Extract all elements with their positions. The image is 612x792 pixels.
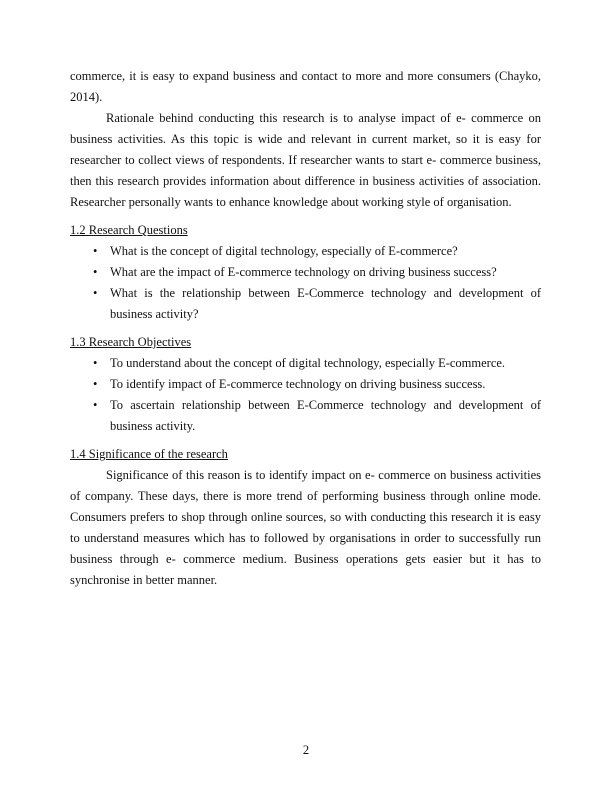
bullet-list (70, 353, 541, 437)
section-heading: 1.2 Research Questions (70, 223, 188, 237)
paragraph: commerce, it is easy to expand business and contact to more and more consumers (Chayko, 2014). (70, 69, 541, 104)
bullet-item: • What are the impact of E-commerce technology on driving business success? (93, 262, 541, 283)
paragraph: Significance of this reason is to identify impact on e- commerce on business activities of company. These days, there is more trend of performing business through online mode. Consumers prefers to shop through online sources, so with conducting this research it is easy to understand measures which has to followed by organisations in order to successfully run business through e- commerce medium. Business operations gets easier but it has to synchronise in better manner. (70, 468, 541, 587)
bullet-item: • What is the concept of digital technology, especially of E-commerce? (93, 241, 541, 262)
bullet-item: • To understand about the concept of digital technology, especially E-commerce. (93, 353, 541, 374)
section-heading: 1.3 Research Objectives (70, 335, 192, 349)
document-content (70, 66, 541, 591)
bullet-item: • To ascertain relationship between E-Commerce technology and development of business activity. (93, 395, 541, 437)
bullet-item: • What is the relationship between E-Commerce technology and development of business activity? (93, 283, 541, 325)
section-heading: 1.4 Significance of the research (70, 447, 228, 461)
bullet-item: • To identify impact of E-commerce technology on driving business success. (93, 374, 541, 395)
paragraph: Rationale behind conducting this research is to analyse impact of e- commerce on business activities. As this topic is wide and relevant in current market, so it is easy for researcher to collect views of respondents. If researcher wants to start e- commerce business, then this research provides information about difference in business activities of association. Researcher personally wants to enhance knowledge about working style of organisation. (70, 111, 541, 209)
page-number: 2 (302, 743, 310, 757)
bullet-list (70, 241, 541, 325)
